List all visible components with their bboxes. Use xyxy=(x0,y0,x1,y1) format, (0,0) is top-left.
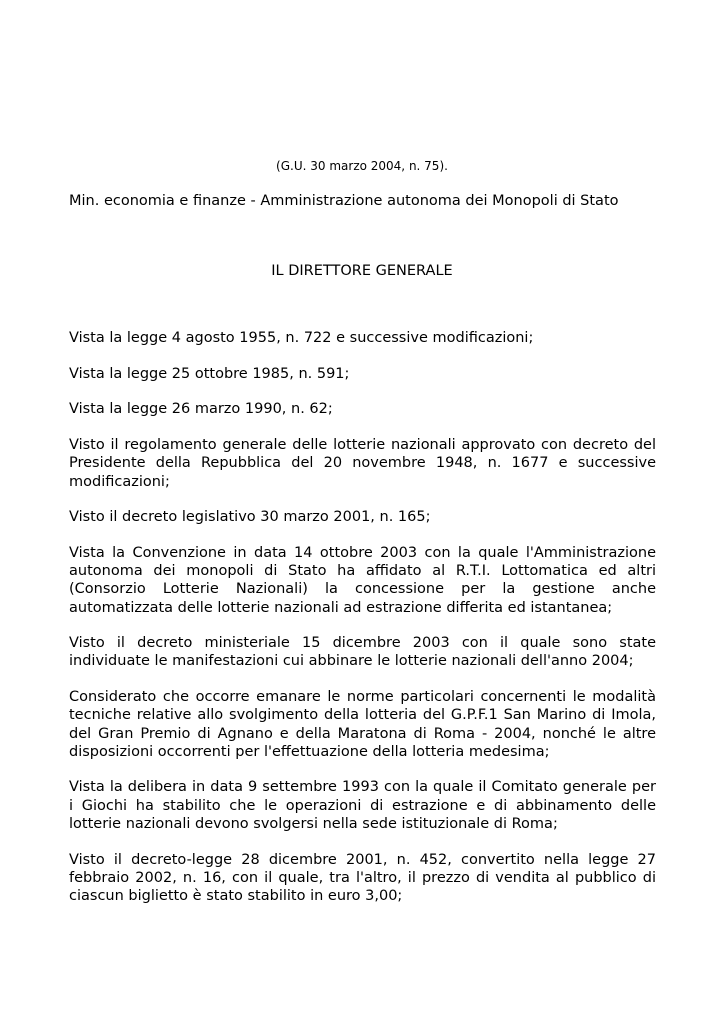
authority-title: IL DIRETTORE GENERALE xyxy=(271,263,453,279)
document-body xyxy=(69,329,656,923)
recital-paragraph: Vista la delibera in data 9 settembre 1993 con la quale il Comitato generale per i Giochi ha stabilito che le operazioni di estrazione e di abbinamento delle lotterie nazionali devono svolgersi nella sede istituzionale di Roma; xyxy=(69,779,656,832)
recital-paragraph: Vista la legge 26 marzo 1990, n. 62; xyxy=(69,401,333,418)
recital-paragraph: Visto il decreto ministeriale 15 dicembre 2003 con il quale sono state individuate le manifestazioni cui abbinare le lotterie nazionali dell'anno 2004; xyxy=(69,635,656,670)
recital-paragraph: Vista la legge 25 ottobre 1985, n. 591; xyxy=(69,365,350,382)
ministry-heading: Min. economia e finanze - Amministrazione autonoma dei Monopoli di Stato xyxy=(69,193,619,209)
recital-paragraph: Considerato che occorre emanare le norme particolari concernenti le modalità tecniche relative allo svolgimento della lotteria del G.P.F.1 San Marino di Imola, del Gran Premio di Agnano e della Maratona di Roma - 2004, nonché le altre disposizioni occorrenti per l'effettuazione della lotteria medesima; xyxy=(69,689,656,760)
recital-paragraph: Visto il regolamento generale delle lotterie nazionali approvato con decreto del Presidente della Repubblica del 20 novembre 1948, n. 1677 e successive modificazioni; xyxy=(69,437,656,490)
recital-paragraph: Visto il decreto legislativo 30 marzo 2001, n. 165; xyxy=(69,509,431,526)
gazzetta-reference: (G.U. 30 marzo 2004, n. 75). xyxy=(276,159,448,173)
recital-paragraph: Visto il decreto-legge 28 dicembre 2001, n. 452, convertito nella legge 27 febbraio 2002, n. 16, con il quale, tra l'altro, il prezzo di vendita al pubblico di ciascun biglietto è stato stabilito in euro 3,00; xyxy=(69,851,656,904)
recital-paragraph: Vista la Convenzione in data 14 ottobre 2003 con la quale l'Amministrazione autonoma dei monopoli di Stato ha affidato al R.T.I. Lottomatica ed altri (Consorzio Lotterie Nazionali) la concessione per la gestione anche automatizzata delle lotterie nazionali ad estrazione differita ed istantanea; xyxy=(69,544,656,616)
recital-paragraph: Vista la legge 4 agosto 1955, n. 722 e successive modificazioni; xyxy=(69,330,534,346)
